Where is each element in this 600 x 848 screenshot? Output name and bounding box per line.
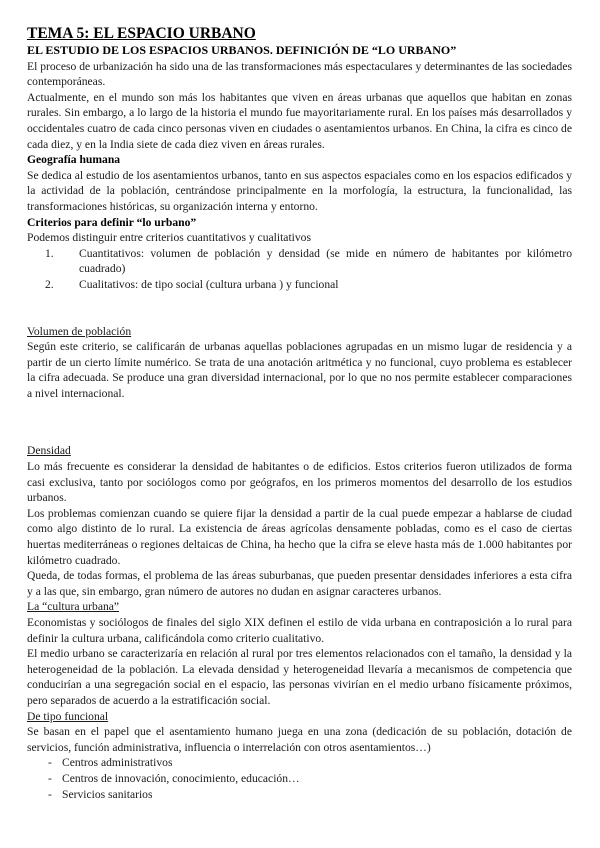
document-title: TEMA 5: EL ESPACIO URBANO bbox=[27, 25, 256, 42]
spacer bbox=[27, 401, 572, 443]
list-item-text: Servicios sanitarios bbox=[62, 787, 153, 801]
heading-densidad: Densidad bbox=[27, 444, 71, 458]
densidad-paragraph-3: Queda, de todas formas, el problema de las áreas suburbanas, que pueden presentar densidades inferiores a esta cifra y a las que, sin embargo, gran número de autores no dudan en asignar caracteres urbanos. bbox=[27, 569, 572, 598]
list-item bbox=[27, 277, 572, 293]
list-item-text: Centros administrativos bbox=[62, 756, 173, 770]
heading-criterios: Criterios para definir “lo urbano” bbox=[27, 215, 197, 229]
heading-cultura-urbana: La “cultura urbana” bbox=[27, 600, 120, 614]
densidad-paragraph-2: Los problemas comienzan cuando se quiere fijar la densidad a partir de la cual puede empezar a hablarse de ciudad como algo distinto de lo rural. La existencia de áreas agrícolas densamente pobladas, como es el caso de ciertas huertas mediterráneas o regiones deltaicas de China, ha hecho que la cifra se eleve hasta más de 1.000 habitantes por kilómetro cuadrado. bbox=[27, 506, 572, 567]
geografia-paragraph: Se dedica al estudio de los asentamientos urbanos, tanto en sus aspectos espaciales como en los espacios edificados y la actividad de la población, centrándose principalmente en la morfología, la estructura, la funcionalidad, las transformaciones históricas, su organización interna y entorno. bbox=[27, 168, 572, 213]
list-item bbox=[27, 787, 572, 803]
list-number: 1. bbox=[45, 246, 54, 260]
document-page bbox=[27, 24, 572, 802]
criterios-intro: Podemos distinguir entre criterios cuantitativos y cualitativos bbox=[27, 231, 311, 245]
list-number: 2. bbox=[45, 277, 54, 291]
spacer bbox=[27, 293, 572, 324]
section-heading-definicion: EL ESTUDIO DE LOS ESPACIOS URBANOS. DEFINICIÓN DE “LO URBANO” bbox=[27, 43, 457, 57]
list-item-text: Cuantitativos: volumen de población y densidad (se mide en número de habitantes por kilómetro cuadrado) bbox=[79, 246, 572, 276]
intro-paragraph-1: El proceso de urbanización ha sido una de las transformaciones más espectaculares y determinantes de las sociedades contemporáneas. bbox=[27, 59, 572, 89]
list-dash: - bbox=[48, 787, 52, 801]
list-item-text: Centros de innovación, conocimiento, educación… bbox=[62, 771, 300, 785]
densidad-paragraph-1: Lo más frecuente es considerar la densidad de habitantes o de edificios. Estos criterios fueron utilizados de forma casi exclusiva, tanto por sociólogos como por geógrafos, en los primeros momentos del desarrollo de los estudios urbanos. bbox=[27, 460, 572, 505]
heading-tipo-funcional: De tipo funcional bbox=[27, 709, 109, 723]
list-dash: - bbox=[48, 771, 52, 785]
funcional-paragraph: Se basan en el papel que el asentamiento humano juega en una zona (dedicación de su población, dotación de servicios, función administrativa, influencia o interrelación con otros asentamientos…) bbox=[27, 725, 572, 754]
intro-paragraph-2: Actualmente, en el mundo son más los habitantes que viven en áreas urbanas que aquellos que habitan en zonas rurales. Sin embargo, a lo largo de la historia el mundo fue mayoritariamente rural. En los países más desarrollados y occidentales cuatro de cada cinco personas viven en ciudades o asentamientos urbanos. En China, la cifra es cinco de cada diez, y en la India siete de cada diez viven en áreas rurales. bbox=[27, 90, 572, 151]
heading-geografia-humana: Geografía humana bbox=[27, 153, 121, 167]
volumen-paragraph: Según este criterio, se calificarán de urbanas aquellas poblaciones agrupadas en un mismo lugar de residencia y a partir de un cierto límite numérico. Se trata de una anotación aritmética y no funcional, cuyo problema es establecer la cifra adecuada. Se produce una gran diversidad internacional, por lo que no nos permite establecer comparaciones a nivel internacional. bbox=[27, 340, 572, 400]
funcional-list bbox=[27, 755, 572, 802]
list-item bbox=[27, 771, 572, 787]
cultura-paragraph-1: Economistas y sociólogos de finales del siglo XIX definen el estilo de vida urbana en contraposición a lo rural para definir la cultura urbana, calificándola como criterio cualitativo. bbox=[27, 616, 572, 645]
heading-volumen-poblacion: Volumen de población bbox=[27, 324, 132, 338]
criterios-list bbox=[27, 246, 572, 293]
list-item bbox=[27, 246, 572, 277]
list-item bbox=[27, 755, 572, 771]
list-item-text: Cualitativos: de tipo social (cultura urbana ) y funcional bbox=[79, 277, 339, 291]
list-dash: - bbox=[48, 756, 52, 770]
cultura-paragraph-2: El medio urbano se caracterizaría en relación al rural por tres elementos relacionados con el tamaño, la densidad y la heterogeneidad de la población. La elevada densidad y heterogeneidad llevaría a mecanismos de competencia que conducirían a una segregación social en el espacio, las personas vivirían en el medio urbano físicamente próximos, pero separados de acuerdo a la estratificación social. bbox=[27, 647, 572, 707]
